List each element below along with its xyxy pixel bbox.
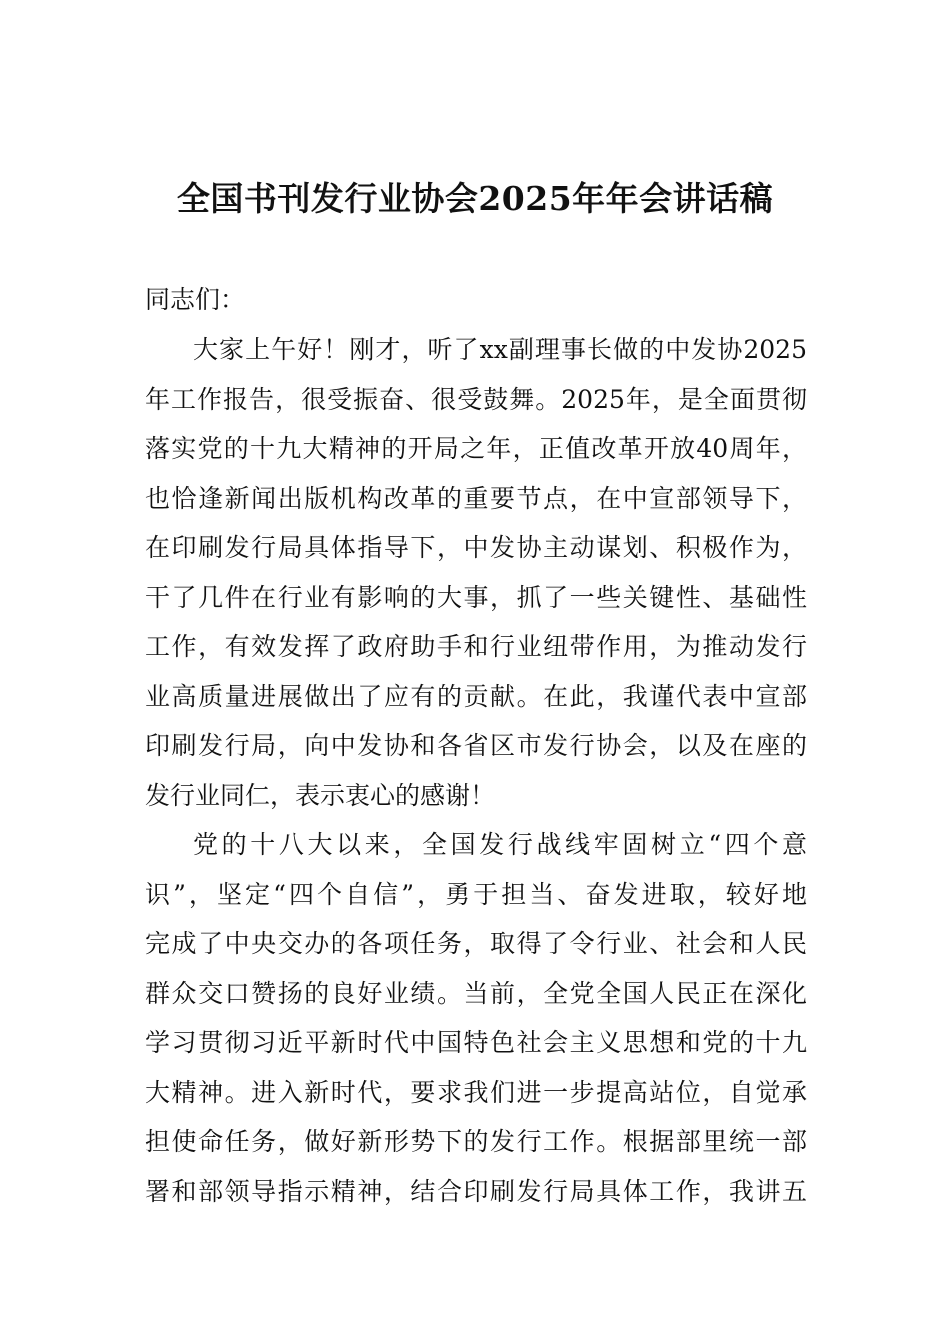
text-line: 年工作报告，很受振奋、很受鼓舞。2025年，是全面贯彻 — [145, 384, 807, 414]
text-line: 印刷发行局，向中发协和各省区市发行协会，以及在座的 — [145, 731, 807, 760]
text-line: 识”，坚定“四个自信”，勇于担当、奋发进取，较好地 — [145, 879, 807, 909]
text-line: 工作，有效发挥了政府助手和行业纽带作用，为推动发行 — [145, 632, 807, 661]
text-line: 落实党的十九大精神的开局之年，正值改革开放40周年， — [145, 434, 807, 463]
text-line: 学习贯彻习近平新时代中国特色社会主义思想和党的十九 — [145, 1028, 807, 1057]
text-line: 发行业同仁，表示衷心的感谢！ — [145, 780, 496, 810]
text-line: 干了几件在行业有影响的大事，抓了一些关键性、基础性 — [145, 582, 807, 612]
text-line: 大家上午好！刚才，听了xx副理事长做的中发协2025 — [193, 335, 807, 364]
salutation: 同志们： — [145, 285, 246, 314]
text-line: 在印刷发行局具体指导下，中发协主动谋划、积极作为， — [145, 533, 807, 562]
text-line: 担使命任务，做好新形势下的发行工作。根据部里统一部 — [145, 1127, 807, 1156]
text-line: 完成了中央交办的各项任务，取得了令行业、社会和人民 — [145, 929, 807, 958]
text-line: 也恰逢新闻出版机构改革的重要节点，在中宣部领导下， — [145, 483, 807, 513]
text-line: 群众交口赞扬的良好业绩。当前，全党全国人民正在深化 — [145, 978, 807, 1008]
document-title: 全国书刊发行业协会2025年年会讲话稿 — [176, 179, 774, 218]
text-line: 党的十八大以来，全国发行战线牢固树立“四个意 — [193, 830, 807, 859]
text-line: 署和部领导指示精神，结合印刷发行局具体工作，我讲五 — [145, 1176, 807, 1206]
text-line: 业高质量进展做出了应有的贡献。在此，我谨代表中宣部 — [145, 681, 807, 711]
text-line: 大精神。进入新时代，要求我们进一步提高站位，自觉承 — [145, 1077, 807, 1107]
